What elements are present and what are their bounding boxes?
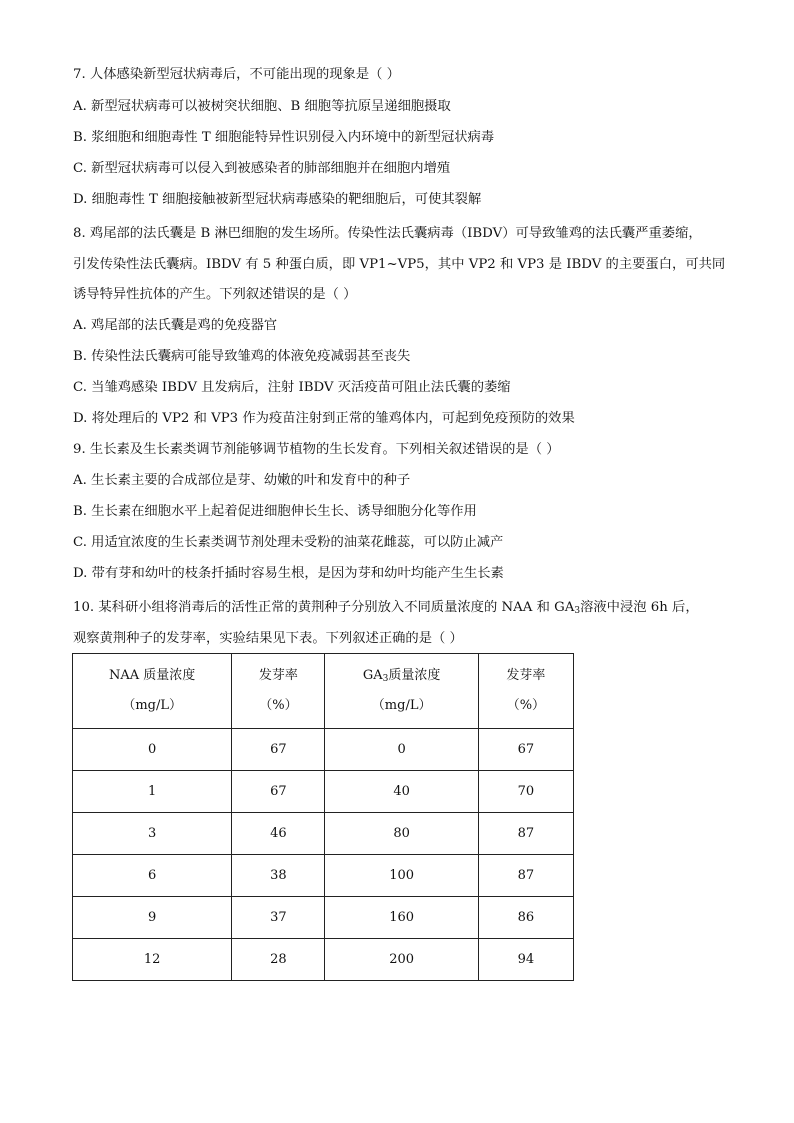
germination-table [72, 653, 574, 981]
q7-option-a: A. 新型冠状病毒可以被树突状细胞、B 细胞等抗原呈递细胞摄取 [73, 99, 451, 114]
cell-rate-ga3: 86 [478, 897, 573, 939]
header-germination-rate-2 [478, 654, 573, 729]
cell-ga3: 200 [325, 939, 478, 981]
cell-naa: 12 [73, 939, 232, 981]
cell-naa: 9 [73, 897, 232, 939]
header-rate1-label: 发芽率 [258, 668, 298, 683]
q10-stem-subscript: 3 [574, 606, 581, 616]
cell-rate-naa: 28 [232, 939, 325, 981]
q9-option-c: C. 用适宜浓度的生长素类调节剂处理未受粉的油菜花雌蕊，可以防止减产 [73, 535, 504, 550]
q8-option-a: A. 鸡尾部的法氏囊是鸡的免疫器官 [73, 318, 278, 333]
cell-rate-naa: 67 [232, 729, 325, 771]
cell-ga3: 80 [325, 813, 478, 855]
table-row [73, 729, 574, 771]
header-rate2-label: 发芽率 [506, 668, 546, 683]
cell-ga3: 160 [325, 897, 478, 939]
header-naa-label: NAA 质量浓度 [109, 668, 196, 683]
header-ga-subscript: 3 [382, 674, 389, 684]
q10-stem-line-2: 观察黄荆种子的发芽率，实验结果见下表。下列叙述正确的是（ ） [73, 631, 463, 646]
q9-stem: 9. 生长素及生长素类调节剂能够调节植物的生长发育。下列相关叙述错误的是（ ） [73, 442, 560, 457]
header-ga-label-end: 质量浓度 [388, 668, 441, 683]
table-row [73, 855, 574, 897]
cell-rate-ga3: 70 [478, 771, 573, 813]
cell-ga3: 0 [325, 729, 478, 771]
cell-naa: 6 [73, 855, 232, 897]
cell-rate-ga3: 87 [478, 855, 573, 897]
q9-option-a: A. 生长素主要的合成部位是芽、幼嫩的叶和发育中的种子 [73, 473, 411, 488]
header-rate2-unit: （%） [506, 698, 546, 713]
table-header-row [73, 654, 574, 729]
cell-rate-ga3: 67 [478, 729, 573, 771]
cell-naa: 0 [73, 729, 232, 771]
header-ga-unit: （mg/L） [371, 698, 432, 713]
cell-rate-naa: 46 [232, 813, 325, 855]
cell-rate-naa: 38 [232, 855, 325, 897]
cell-ga3: 40 [325, 771, 478, 813]
table-row [73, 771, 574, 813]
q9-option-b: B. 生长素在细胞水平上起着促进细胞伸长生长、诱导细胞分化等作用 [73, 504, 477, 519]
header-ga3-concentration [325, 654, 478, 729]
q7-option-d: D. 细胞毒性 T 细胞接触被新型冠状病毒感染的靶细胞后，可使其裂解 [73, 192, 482, 207]
q8-option-b: B. 传染性法氏囊病可能导致雏鸡的体液免疫减弱甚至丧失 [73, 349, 411, 364]
q10-stem-text-end: 溶液中浸泡 6h 后， [580, 600, 699, 615]
q8-option-c: C. 当雏鸡感染 IBDV 且发病后，注射 IBDV 灭活疫苗可阻止法氏囊的萎缩 [73, 380, 511, 395]
q7-stem: 7. 人体感染新型冠状病毒后，不可能出现的现象是（ ） [73, 67, 400, 82]
header-ga-label: GA [362, 668, 383, 683]
cell-ga3: 100 [325, 855, 478, 897]
q7-option-b: B. 浆细胞和细胞毒性 T 细胞能特异性识别侵入内环境中的新型冠状病毒 [73, 130, 495, 145]
cell-naa: 1 [73, 771, 232, 813]
cell-rate-ga3: 94 [478, 939, 573, 981]
cell-naa: 3 [73, 813, 232, 855]
header-naa-unit: （mg/L） [122, 698, 182, 713]
q8-stem-line-1: 8. 鸡尾部的法氏囊是 B 淋巴细胞的发生场所。传染性法氏囊病毒（IBDV）可导致雏鸡的法氏囊严重萎缩， [73, 226, 702, 241]
q10-stem-text: 10. 某科研小组将消毒后的活性正常的黄荆种子分别放入不同质量浓度的 NAA 和 GA [73, 600, 575, 615]
q7-option-c: C. 新型冠状病毒可以侵入到被感染者的肺部细胞并在细胞内增殖 [73, 161, 451, 176]
table-row [73, 897, 574, 939]
q10-stem-line-1 [73, 599, 699, 617]
cell-rate-naa: 37 [232, 897, 325, 939]
q8-option-d: D. 将处理后的 VP2 和 VP3 作为疫苗注射到正常的雏鸡体内，可起到免疫预防的效果 [73, 411, 575, 426]
table-row [73, 813, 574, 855]
header-rate1-unit: （%） [259, 698, 298, 713]
header-naa-concentration [73, 654, 232, 729]
table-row [73, 939, 574, 981]
cell-rate-ga3: 87 [478, 813, 573, 855]
q8-stem-line-2: 引发传染性法氏囊病。IBDV 有 5 种蛋白质，即 VP1~VP5，其中 VP2 和 VP3 是 IBDV 的主要蛋白，可共同 [73, 257, 726, 272]
header-germination-rate-1 [232, 654, 325, 729]
q9-option-d: D. 带有芽和幼叶的枝条扦插时容易生根，是因为芽和幼叶均能产生生长素 [73, 566, 504, 581]
cell-rate-naa: 67 [232, 771, 325, 813]
q8-stem-line-3: 诱导特异性抗体的产生。下列叙述错误的是（ ） [73, 287, 357, 302]
